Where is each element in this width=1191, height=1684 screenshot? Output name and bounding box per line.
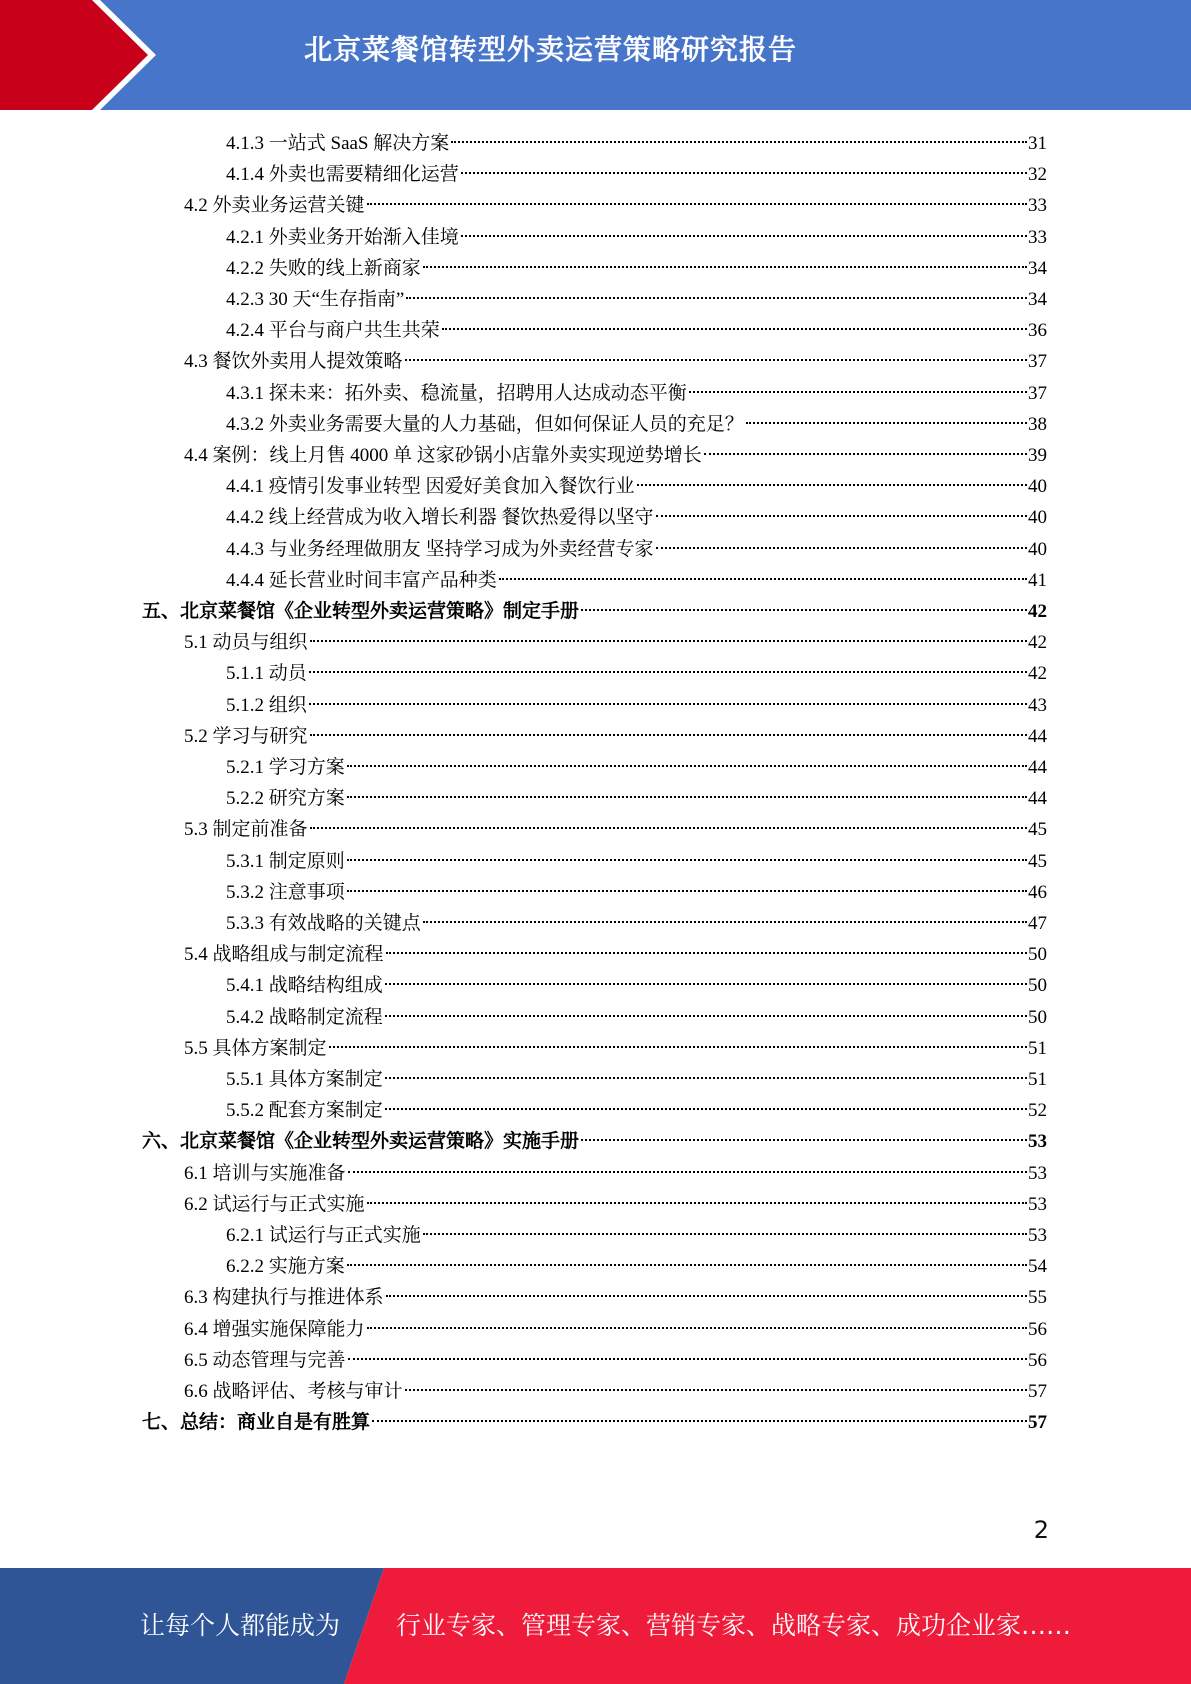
toc-dot-leader bbox=[347, 796, 1027, 798]
toc-entry-title: 5.5.1 具体方案制定 bbox=[226, 1069, 383, 1090]
toc-entry-title: 6.2.2 实施方案 bbox=[226, 1256, 345, 1278]
toc-section-entry[interactable] bbox=[184, 1189, 1047, 1220]
toc-entry-page-number: 44 bbox=[1028, 757, 1047, 778]
toc-dot-leader bbox=[367, 1202, 1027, 1204]
page-footer bbox=[0, 1568, 1191, 1684]
toc-subsection-entry[interactable] bbox=[226, 908, 1047, 939]
toc-subsection-entry[interactable] bbox=[226, 690, 1047, 721]
toc-entry-title: 4.3.2 外卖业务需要大量的人力基础，但如何保证人员的充足？ bbox=[226, 413, 744, 435]
toc-subsection-entry[interactable] bbox=[226, 1095, 1047, 1126]
toc-dot-leader bbox=[405, 359, 1027, 361]
toc-subsection-entry[interactable] bbox=[226, 1220, 1047, 1251]
toc-entry-page-number: 40 bbox=[1028, 507, 1047, 529]
toc-entry-title: 6.4 增强实施保障能力 bbox=[184, 1318, 365, 1340]
toc-subsection-entry[interactable] bbox=[226, 970, 1047, 1001]
toc-section-entry[interactable] bbox=[184, 939, 1047, 970]
toc-dot-leader bbox=[329, 1046, 1027, 1048]
toc-dot-leader bbox=[637, 484, 1027, 486]
toc-entry-title: 5.1.2 组织 bbox=[226, 694, 307, 716]
toc-dot-leader bbox=[385, 983, 1027, 985]
toc-entry-page-number: 57 bbox=[1028, 1381, 1047, 1402]
toc-subsection-entry[interactable] bbox=[226, 471, 1047, 502]
toc-entry-title: 4.2 外卖业务运营关键 bbox=[184, 195, 365, 217]
toc-dot-leader bbox=[656, 515, 1027, 517]
toc-entry-page-number: 34 bbox=[1028, 257, 1047, 279]
toc-entry-title: 6.2.1 试运行与正式实施 bbox=[226, 1225, 421, 1246]
toc-dot-leader bbox=[461, 172, 1027, 174]
toc-entry-page-number: 42 bbox=[1028, 663, 1047, 685]
toc-dot-leader bbox=[423, 266, 1027, 268]
toc-entry-page-number: 38 bbox=[1028, 413, 1047, 435]
toc-entry-page-number: 54 bbox=[1028, 1256, 1047, 1278]
toc-entry-title: 5.2.1 学习方案 bbox=[226, 757, 345, 778]
toc-entry-page-number: 43 bbox=[1028, 694, 1047, 716]
toc-entry-title: 5.3.3 有效战略的关键点 bbox=[226, 913, 421, 934]
toc-entry-page-number: 33 bbox=[1028, 226, 1047, 248]
toc-entry-page-number: 34 bbox=[1028, 289, 1047, 310]
toc-entry-page-number: 52 bbox=[1028, 1100, 1047, 1122]
toc-dot-leader bbox=[656, 547, 1027, 549]
toc-subsection-entry[interactable] bbox=[226, 253, 1047, 284]
toc-entry-page-number: 53 bbox=[1028, 1162, 1047, 1184]
toc-dot-leader bbox=[367, 1327, 1027, 1329]
toc-dot-leader bbox=[386, 952, 1027, 954]
toc-chapter-entry[interactable] bbox=[142, 1126, 1047, 1157]
toc-entry-page-number: 46 bbox=[1028, 881, 1047, 903]
toc-dot-leader bbox=[309, 703, 1027, 705]
toc-dot-leader bbox=[451, 141, 1027, 143]
toc-dot-leader bbox=[347, 890, 1027, 892]
toc-dot-leader bbox=[581, 1139, 1027, 1141]
toc-subsection-entry[interactable] bbox=[226, 159, 1047, 190]
toc-entry-title: 5.2.2 研究方案 bbox=[226, 788, 345, 810]
toc-subsection-entry[interactable] bbox=[226, 1251, 1047, 1282]
toc-entry-title: 6.1 培训与实施准备 bbox=[184, 1162, 346, 1184]
toc-dot-leader bbox=[406, 297, 1027, 299]
toc-dot-leader bbox=[310, 827, 1027, 829]
toc-entry-page-number: 41 bbox=[1028, 569, 1047, 591]
page-header bbox=[0, 0, 1191, 110]
toc-entry-title: 5.4.2 战略制定流程 bbox=[226, 1006, 383, 1028]
toc-subsection-entry[interactable] bbox=[226, 658, 1047, 689]
toc-dot-leader bbox=[423, 1233, 1027, 1235]
toc-section-entry[interactable] bbox=[184, 814, 1047, 845]
toc-entry-page-number: 57 bbox=[1028, 1412, 1047, 1434]
toc-entry-page-number: 50 bbox=[1028, 975, 1047, 997]
toc-dot-leader bbox=[348, 1358, 1027, 1360]
toc-entry-title: 6.6 战略评估、考核与审计 bbox=[184, 1381, 403, 1402]
toc-entry-page-number: 45 bbox=[1028, 819, 1047, 841]
toc-subsection-entry[interactable] bbox=[226, 378, 1047, 409]
toc-subsection-entry[interactable] bbox=[226, 128, 1047, 159]
toc-subsection-entry[interactable] bbox=[226, 783, 1047, 814]
toc-entry-title: 4.4 案例：线上月售 4000 单 这家砂锅小店靠外卖实现逆势增长 bbox=[184, 445, 702, 466]
toc-entry-title: 4.2.3 30 天“生存指南” bbox=[226, 289, 405, 310]
toc-subsection-entry[interactable] bbox=[226, 534, 1047, 565]
toc-section-entry[interactable] bbox=[184, 1376, 1047, 1407]
toc-entry-title: 5.3.1 制定原则 bbox=[226, 850, 345, 872]
toc-entry-page-number: 50 bbox=[1028, 944, 1047, 966]
toc-entry-page-number: 51 bbox=[1028, 1069, 1047, 1090]
toc-dot-leader bbox=[348, 1171, 1027, 1173]
toc-entry-page-number: 56 bbox=[1028, 1318, 1047, 1340]
toc-subsection-entry[interactable] bbox=[226, 846, 1047, 877]
toc-subsection-entry[interactable] bbox=[226, 315, 1047, 346]
toc-entry-title: 5.1.1 动员 bbox=[226, 663, 307, 685]
toc-section-entry[interactable] bbox=[184, 1158, 1047, 1189]
toc-section-entry[interactable] bbox=[184, 1345, 1047, 1376]
toc-subsection-entry[interactable] bbox=[226, 1002, 1047, 1033]
toc-entry-title: 6.3 构建执行与推进体系 bbox=[184, 1287, 384, 1309]
toc-subsection-entry[interactable] bbox=[226, 222, 1047, 253]
toc-dot-leader bbox=[309, 671, 1027, 673]
toc-entry-title: 4.3.1 探未来：拓外卖、稳流量，招聘用人达成动态平衡 bbox=[226, 382, 687, 404]
toc-dot-leader bbox=[423, 921, 1027, 923]
toc-entry-title: 5.4 战略组成与制定流程 bbox=[184, 944, 384, 966]
toc-chapter-entry[interactable] bbox=[142, 596, 1047, 627]
toc-dot-leader bbox=[746, 422, 1027, 424]
toc-entry-page-number: 53 bbox=[1028, 1193, 1047, 1215]
toc-dot-leader bbox=[347, 859, 1027, 861]
toc-dot-leader bbox=[310, 640, 1027, 642]
toc-section-entry[interactable] bbox=[184, 1033, 1047, 1064]
toc-subsection-entry[interactable] bbox=[226, 1064, 1047, 1095]
toc-entry-page-number: 31 bbox=[1028, 133, 1047, 154]
toc-entry-page-number: 53 bbox=[1028, 1225, 1047, 1246]
toc-entry-title: 4.1.4 外卖也需要精细化运营 bbox=[226, 164, 459, 186]
toc-entry-title: 4.4.2 线上经营成为收入增长利器 餐饮热爱得以坚守 bbox=[226, 507, 654, 529]
toc-dot-leader bbox=[386, 1295, 1027, 1297]
toc-entry-title: 4.4.1 疫情引发事业转型 因爱好美食加入餐饮行业 bbox=[226, 476, 635, 498]
toc-dot-leader bbox=[347, 765, 1027, 767]
toc-entry-page-number: 44 bbox=[1028, 788, 1047, 810]
toc-entry-page-number: 42 bbox=[1028, 632, 1047, 654]
toc-entry-page-number: 39 bbox=[1028, 445, 1047, 466]
toc-subsection-entry[interactable] bbox=[226, 752, 1047, 783]
toc-dot-leader bbox=[385, 1077, 1027, 1079]
toc-entry-title: 4.4.3 与业务经理做朋友 坚持学习成为外卖经营专家 bbox=[226, 538, 654, 560]
toc-entry-page-number: 32 bbox=[1028, 164, 1047, 186]
page-number: 2 bbox=[1033, 1516, 1049, 1544]
toc-entry-page-number: 37 bbox=[1028, 351, 1047, 373]
toc-dot-leader bbox=[385, 1015, 1027, 1017]
toc-entry-title: 4.4.4 延长营业时间丰富产品种类 bbox=[226, 569, 497, 591]
toc-entry-page-number: 50 bbox=[1028, 1006, 1047, 1028]
toc-entry-title: 5.3 制定前准备 bbox=[184, 819, 308, 841]
toc-dot-leader bbox=[367, 203, 1027, 205]
toc-entry-page-number: 40 bbox=[1028, 476, 1047, 498]
toc-entry-page-number: 56 bbox=[1028, 1349, 1047, 1371]
toc-entry-title: 5.1 动员与组织 bbox=[184, 632, 308, 654]
toc-dot-leader bbox=[499, 578, 1027, 580]
toc-subsection-entry[interactable] bbox=[226, 502, 1047, 533]
toc-subsection-entry[interactable] bbox=[226, 877, 1047, 908]
toc-dot-leader bbox=[347, 1264, 1027, 1266]
toc-section-entry[interactable] bbox=[184, 190, 1047, 221]
footer-slogan-lead: 让每个人都能成为 bbox=[140, 1611, 341, 1640]
toc-subsection-entry[interactable] bbox=[226, 565, 1047, 596]
toc-dot-leader bbox=[372, 1420, 1027, 1422]
toc-dot-leader bbox=[581, 609, 1027, 611]
toc-chapter-entry[interactable] bbox=[142, 1407, 1047, 1438]
toc-section-entry[interactable] bbox=[184, 1282, 1047, 1313]
toc-entry-page-number: 44 bbox=[1028, 725, 1047, 747]
toc-entry-title: 5.5 具体方案制定 bbox=[184, 1037, 327, 1059]
toc-subsection-entry[interactable] bbox=[226, 409, 1047, 440]
toc-entry-title: 六、北京菜餐馆《企业转型外卖运营策略》实施手册 bbox=[142, 1131, 580, 1153]
toc-section-entry[interactable] bbox=[184, 440, 1047, 471]
toc-dot-leader bbox=[385, 1108, 1027, 1110]
footer-slogan-roles: 行业专家、管理专家、营销专家、战略专家、成功企业家…… bbox=[396, 1611, 1072, 1640]
toc-subsection-entry[interactable] bbox=[226, 284, 1047, 315]
toc-entry-title: 6.2 试运行与正式实施 bbox=[184, 1193, 365, 1215]
toc-entry-page-number: 55 bbox=[1028, 1287, 1047, 1309]
toc-entry-page-number: 53 bbox=[1028, 1131, 1047, 1153]
toc-entry-title: 5.4.1 战略结构组成 bbox=[226, 975, 383, 997]
toc-dot-leader bbox=[405, 1389, 1027, 1391]
toc-entry-title: 4.2.1 外卖业务开始渐入佳境 bbox=[226, 226, 459, 248]
toc-entry-title: 5.2 学习与研究 bbox=[184, 725, 308, 747]
toc-entry-page-number: 45 bbox=[1028, 850, 1047, 872]
toc-dot-leader bbox=[442, 328, 1027, 330]
toc-entry-page-number: 33 bbox=[1028, 195, 1047, 217]
toc-entry-title: 4.1.3 一站式 SaaS 解决方案 bbox=[226, 133, 450, 154]
toc-entry-title: 4.2.4 平台与商户共生共荣 bbox=[226, 320, 440, 342]
toc-entry-title: 4.2.2 失败的线上新商家 bbox=[226, 257, 421, 279]
toc-dot-leader bbox=[310, 734, 1027, 736]
toc-dot-leader bbox=[461, 235, 1027, 237]
toc-section-entry[interactable] bbox=[184, 1314, 1047, 1345]
report-title: 北京菜餐馆转型外卖运营策略研究报告 bbox=[303, 33, 797, 66]
toc-entry-title: 5.5.2 配套方案制定 bbox=[226, 1100, 383, 1122]
toc-entry-page-number: 47 bbox=[1028, 913, 1047, 934]
toc-entry-page-number: 40 bbox=[1028, 538, 1047, 560]
toc-entry-title: 6.5 动态管理与完善 bbox=[184, 1349, 346, 1371]
toc-entry-page-number: 36 bbox=[1028, 320, 1047, 342]
toc-entry-title: 4.3 餐饮外卖用人提效策略 bbox=[184, 351, 403, 373]
toc-entry-page-number: 37 bbox=[1028, 382, 1047, 404]
toc-entry-page-number: 51 bbox=[1028, 1037, 1047, 1059]
toc-entry-title: 七、总结：商业自是有胜算 bbox=[142, 1412, 371, 1434]
toc-dot-leader bbox=[704, 453, 1027, 455]
toc-section-entry[interactable] bbox=[184, 627, 1047, 658]
toc-section-entry[interactable] bbox=[184, 721, 1047, 752]
toc-entry-title: 5.3.2 注意事项 bbox=[226, 881, 345, 903]
toc-entry-page-number: 42 bbox=[1028, 601, 1047, 622]
toc-section-entry[interactable] bbox=[184, 346, 1047, 377]
toc-dot-leader bbox=[689, 391, 1027, 393]
toc-entry-title: 五、北京菜餐馆《企业转型外卖运营策略》制定手册 bbox=[142, 601, 580, 622]
